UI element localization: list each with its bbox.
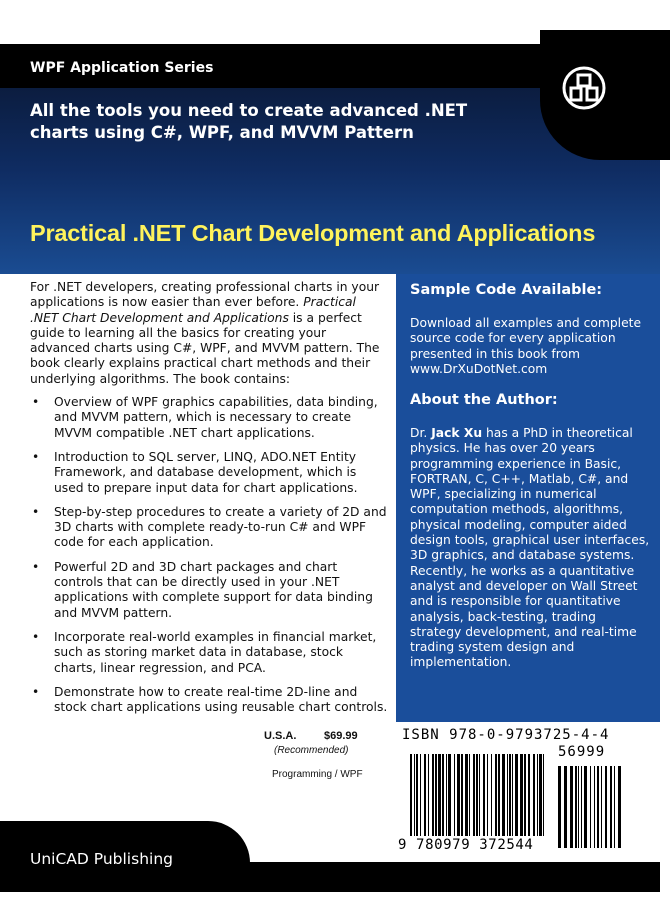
- feature-list: [30, 395, 388, 715]
- barcode-bar: [537, 754, 538, 836]
- list-item: [30, 560, 388, 621]
- barcode-bar: [512, 754, 513, 836]
- bullet-icon: •: [32, 559, 40, 574]
- barcode-addon-bar: [618, 766, 621, 848]
- barcode-bar: [435, 754, 437, 836]
- book-title: Practical .NET Chart Development and Applications: [30, 220, 596, 246]
- bullet-icon: •: [32, 395, 40, 410]
- list-item: [30, 685, 388, 716]
- price-country: U.S.A.: [264, 730, 297, 742]
- tagline: All the tools you need to create advanced .NET charts using C#, WPF, and MVVM Pattern: [30, 101, 468, 142]
- intro-text-end: is a perfect guide to learning all the basics for creating your advanced charts using C#, WPF, and MVVM pattern. The book clearly explains practical chart methods and their underlying algorithms. The book contains:: [30, 310, 380, 386]
- barcode-addon-bar: [578, 766, 579, 848]
- barcode-bar: [515, 754, 518, 836]
- barcode-bar: [520, 754, 523, 836]
- barcode-addon-bar: [575, 766, 577, 848]
- list-item-text: Step-by-step procedures to create a variety of 2D and 3D charts with complete ready-to-run C# and WPF code for each application.: [54, 504, 387, 550]
- barcode-bar: [420, 754, 421, 836]
- barcode-bar: [432, 754, 434, 836]
- publisher-logo-icon: [562, 66, 606, 110]
- barcode-bar: [442, 754, 444, 836]
- barcode-bar: [454, 754, 455, 836]
- bullet-icon: •: [32, 684, 40, 699]
- barcode-bar: [543, 754, 544, 836]
- intro-text: For .NET developers, creating professional charts in your applications is now easier than ever before.: [30, 280, 380, 310]
- intro-paragraph: [30, 280, 388, 387]
- barcode-bar: [428, 754, 429, 836]
- barcode-addon-bar: [558, 766, 561, 848]
- barcode-bar: [410, 754, 412, 836]
- category-label: Programming / WPF: [272, 769, 363, 780]
- ean-number: 9 780979 372544: [398, 837, 534, 853]
- barcode-bar: [533, 754, 535, 836]
- author-bio: [410, 426, 650, 671]
- author-name: Jack Xu: [431, 426, 483, 440]
- barcode-bar: [416, 754, 418, 836]
- bullet-icon: •: [32, 449, 40, 464]
- bullet-icon: •: [32, 629, 40, 644]
- publisher-name: UniCAD Publishing: [30, 850, 173, 868]
- barcode-bar: [448, 754, 451, 836]
- list-item-text: Demonstrate how to create real-time 2D-line and stock chart applications using reusable chart controls.: [54, 684, 388, 715]
- barcode-bar: [479, 754, 480, 836]
- barcode-bar: [457, 754, 460, 836]
- list-item: [30, 395, 388, 441]
- list-item-text: Powerful 2D and 3D chart packages and chart controls that can be directly used in your .NET applications with complete support for data binding and MVVM pattern.: [54, 559, 373, 620]
- barcode-bar: [465, 754, 468, 836]
- list-item: [30, 630, 388, 676]
- list-item: [30, 505, 388, 551]
- barcode-addon-bar: [614, 766, 615, 848]
- barcode-bar: [539, 754, 542, 836]
- intro-title-italic: Practical .NET Chart Development and Applications: [30, 295, 356, 325]
- barcode-addon-bar: [570, 766, 573, 848]
- barcode-addon-bar: [597, 766, 599, 848]
- barcode-bar: [424, 754, 426, 836]
- barcode-bar: [524, 754, 526, 836]
- book-back-cover: [0, 44, 660, 868]
- barcode-addon-bar: [601, 766, 602, 848]
- barcode-addon-bar: [594, 766, 595, 848]
- barcode-bar: [528, 754, 530, 836]
- sample-code-heading: Sample Code Available:: [410, 282, 603, 298]
- list-item-text: Incorporate real-world examples in financial market, such as storing market data in database, stock charts, linear regression, and PCA.: [54, 629, 377, 675]
- list-item-text: Overview of WPF graphics capabilities, data binding, and MVVM pattern, which is necessary to create MVVM compatible .NET chart applications.: [54, 395, 378, 440]
- barcode-bar: [507, 754, 508, 836]
- price-addon-code: 56999: [558, 744, 606, 760]
- price-amount: $69.99: [324, 730, 358, 742]
- barcode-bar: [487, 754, 488, 836]
- barcode-addon-bar: [564, 766, 567, 848]
- barcode-bar: [446, 754, 447, 836]
- description: [30, 280, 388, 724]
- barcode-addon-bar: [590, 766, 591, 848]
- barcode-bar: [498, 754, 500, 836]
- barcode-addon-bar: [610, 766, 612, 848]
- barcode-addon-bar: [605, 766, 607, 848]
- barcode-bar: [483, 754, 485, 836]
- price-note: (Recommended): [274, 745, 349, 756]
- author-bio-text: has a PhD in theoretical physics. He has over 20 years programming experience in Basic, FORTRAN, C, C++, Matlab, C#, and WPF, specializing in numerical computation methods, algorithms, physical modeling, computer aided design tools, graphical user interfaces, 3D graphics, and database systems. Recently, he works as a quantitative analyst and developer on Wall Street and is responsible for quantitative analysis, back-testing, trading strategy development, and real-time trading system design and implementation.: [410, 426, 650, 670]
- sample-code-text: Download all examples and complete source code for every application presented in this book from www.DrXuDotNet.com: [410, 316, 642, 376]
- barcode-bar: [469, 754, 470, 836]
- barcode-bar: [502, 754, 505, 836]
- barcode-bar: [473, 754, 475, 836]
- bullet-icon: •: [32, 504, 40, 519]
- barcode-addon-bar: [584, 766, 587, 848]
- list-item: [30, 450, 388, 496]
- list-item-text: Introduction to SQL server, LINQ, ADO.NET Entity Framework, and database development, which is used to prepare input data for chart applications.: [54, 449, 358, 495]
- series-label: WPF Application Series: [30, 60, 214, 76]
- author-prefix: Dr.: [410, 426, 432, 440]
- barcode-bar: [509, 754, 511, 836]
- barcode-bar: [414, 754, 415, 836]
- info-panel: [396, 274, 660, 722]
- isbn-number: ISBN 978-0-9793725-4-4: [402, 727, 610, 743]
- barcode-bar: [438, 754, 441, 836]
- barcode-bar: [476, 754, 478, 836]
- barcode-bar: [495, 754, 497, 836]
- barcode-bar: [491, 754, 492, 836]
- barcode-addon-bar: [581, 766, 582, 848]
- author-heading: About the Author:: [410, 392, 558, 408]
- barcode-bar: [461, 754, 463, 836]
